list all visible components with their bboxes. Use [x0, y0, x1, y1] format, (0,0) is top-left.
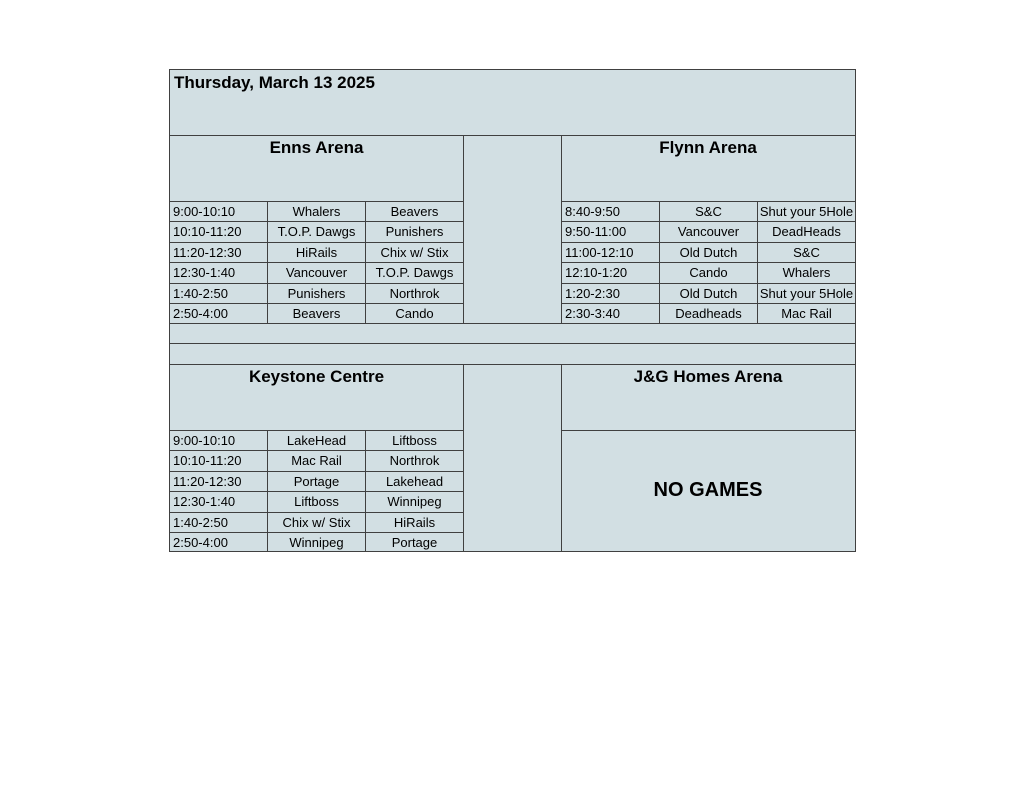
game-time: 10:10-11:20 — [173, 453, 242, 468]
game-time: 12:10-1:20 — [565, 265, 628, 280]
game-team: Vancouver — [285, 265, 348, 280]
game-team: Shut your 5Hole — [759, 286, 854, 301]
game-team: T.O.P. Dawgs — [375, 265, 454, 280]
game-team: Whalers — [292, 204, 341, 219]
no-games-message: NO GAMES — [653, 479, 763, 501]
game-team: Deadheads — [675, 306, 742, 321]
game-team: Chix w/ Stix — [380, 245, 449, 260]
game-time: 11:00-12:10 — [565, 245, 634, 260]
game-time: 12:30-1:40 — [173, 494, 236, 509]
game-time: 9:00-10:10 — [173, 433, 236, 448]
game-team: Beavers — [292, 306, 341, 321]
game-team: HiRails — [295, 245, 338, 260]
grid-line — [170, 364, 855, 365]
game-time: 2:50-4:00 — [173, 306, 228, 321]
game-team: HiRails — [393, 515, 436, 530]
arena-name-flynn: Flynn Arena — [659, 138, 757, 157]
game-time: 11:20-12:30 — [173, 474, 242, 489]
arena-name-keystone: Keystone Centre — [248, 367, 385, 386]
game-time: 1:40-2:50 — [173, 286, 228, 301]
grid-line — [463, 135, 464, 323]
game-team: Shut your 5Hole — [759, 204, 854, 219]
grid-line — [170, 343, 855, 344]
game-team: Chix w/ Stix — [282, 515, 351, 530]
game-team: Mac Rail — [291, 453, 342, 468]
game-time: 12:30-1:40 — [173, 265, 236, 280]
game-team: Portage — [391, 535, 438, 550]
game-time: 1:40-2:50 — [173, 515, 228, 530]
game-team: S&C — [695, 204, 722, 219]
game-time: 2:30-3:40 — [565, 306, 620, 321]
game-time: 9:00-10:10 — [173, 204, 236, 219]
game-team: Cando — [689, 265, 728, 280]
game-team: Punishers — [287, 286, 346, 301]
game-team: Lakehead — [385, 474, 444, 489]
game-team: Liftboss — [294, 494, 339, 509]
arena-name-enns: Enns Arena — [269, 138, 364, 157]
game-team: Cando — [395, 306, 434, 321]
game-team: Old Dutch — [679, 245, 738, 260]
game-team: Whalers — [782, 265, 831, 280]
game-time: 8:40-9:50 — [565, 204, 620, 219]
schedule-date-title: Thursday, March 13 2025 — [174, 73, 375, 92]
game-team: Old Dutch — [679, 286, 738, 301]
game-time: 10:10-11:20 — [173, 224, 242, 239]
game-team: Vancouver — [677, 224, 740, 239]
game-time: 9:50-11:00 — [565, 224, 627, 239]
game-team: Winnipeg — [387, 494, 442, 509]
game-team: S&C — [793, 245, 820, 260]
game-team: Beavers — [390, 204, 439, 219]
game-team: Punishers — [385, 224, 444, 239]
grid-line — [561, 364, 562, 551]
game-team: T.O.P. Dawgs — [277, 224, 356, 239]
game-team: Portage — [293, 474, 340, 489]
game-time: 2:50-4:00 — [173, 535, 228, 550]
game-team: Winnipeg — [289, 535, 344, 550]
game-team: DeadHeads — [772, 224, 841, 239]
grid-line — [170, 135, 855, 136]
game-team: Northrok — [389, 286, 440, 301]
grid-line — [463, 364, 464, 551]
game-team: LakeHead — [286, 433, 347, 448]
game-team: Northrok — [389, 453, 440, 468]
grid-line — [561, 430, 855, 431]
schedule-sheet — [169, 69, 856, 552]
game-time: 11:20-12:30 — [173, 245, 242, 260]
game-team: Mac Rail — [781, 306, 832, 321]
game-time: 1:20-2:30 — [565, 286, 620, 301]
arena-name-jg: J&G Homes Arena — [633, 367, 783, 386]
game-team: Liftboss — [392, 433, 437, 448]
